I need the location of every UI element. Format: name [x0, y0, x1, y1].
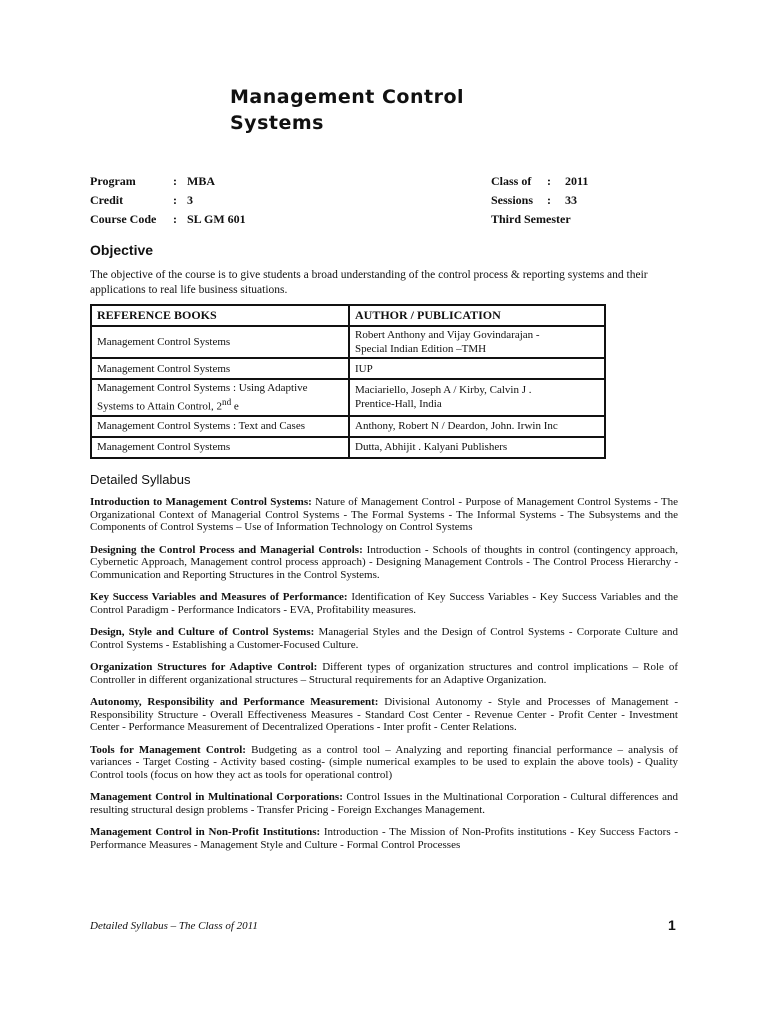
edition-superscript: nd	[221, 397, 232, 407]
syllabus-section	[90, 744, 678, 782]
section-body: Divisional Autonomy - Style and Processes of Management - Responsibility Structure - Overall Effectiveness Measures - Standard Cost Center - Revenue Center - Profit Center - Investment Center - Performance Measurement of Decentralized Operations - Inter profit - Center Relations.	[90, 696, 678, 733]
section-body: Introduction - Schools of thoughts in control (contingency approach, Cybernetic Approach, Management control process approach) - Designing Management Controls - The Control Process Hierarchy - Communication and Reporting Structures in the Control Systems.	[90, 543, 678, 581]
syllabus-section	[90, 696, 678, 734]
meta-row-program	[90, 172, 246, 191]
table-row	[91, 358, 605, 379]
section-title: Management Control in Non-Profit Institutions:	[90, 826, 321, 838]
syllabus-section	[90, 591, 678, 616]
author-cell: Dutta, Abhijit . Kalyani Publishers	[349, 437, 605, 458]
page-title	[230, 84, 464, 136]
book-line-end: e	[231, 400, 239, 413]
section-title: Management Control in Multinational Corporations:	[90, 791, 343, 803]
table-row	[91, 326, 605, 358]
section-title: Key Success Variables and Measures of Performance:	[90, 591, 348, 603]
author-line: Prentice-Hall, India	[355, 398, 442, 411]
syllabus-section	[90, 626, 678, 651]
meta-row-semester	[491, 210, 691, 229]
colon: :	[547, 174, 551, 188]
author-line: Maciariello, Joseph A / Kirby, Calvin J .	[355, 384, 532, 397]
syllabus-section	[90, 544, 678, 582]
footer-text: Detailed Syllabus – The Class of 2011	[90, 920, 258, 932]
section-title: Introduction to Management Control Systems:	[90, 496, 312, 508]
section-title: Designing the Control Process and Managerial Controls:	[90, 543, 363, 556]
objective-heading: Objective	[90, 242, 154, 258]
syllabus-heading: Detailed Syllabus	[90, 472, 191, 487]
section-title: Tools for Management Control:	[90, 743, 246, 756]
title-line-1: Management Control	[230, 86, 465, 108]
credit-value: 3	[187, 193, 193, 207]
author-line: Special Indian Edition –TMH	[355, 343, 487, 355]
meta-row-credit	[90, 191, 246, 210]
section-title: Organization Structures for Adaptive Control:	[90, 661, 318, 673]
class-value: 2011	[565, 174, 589, 188]
book-cell: Management Control Systems	[91, 326, 349, 358]
header-reference-books: REFERENCE BOOKS	[91, 305, 349, 326]
section-body: Control Issues in the Multinational Corporation - Cultural differences and resulting structural design problems - Transfer Pricing - Foreign Exchanges Management.	[90, 791, 678, 816]
book-cell: Management Control Systems	[91, 437, 349, 458]
credit-label: Credit	[90, 193, 124, 207]
reference-books-table	[90, 304, 606, 459]
author-line: Robert Anthony and Vijay Govindarajan -	[355, 329, 540, 341]
book-cell	[91, 379, 349, 416]
section-body: Nature of Management Control - Purpose of Management Control Systems - The Organizational Context of Managerial Control Systems - The Formal Systems - The Informal Systems - The Subsystems and the Components of Control Systems – Use of Information Technology on Control Systems	[90, 496, 679, 533]
sessions-label: Sessions	[491, 193, 534, 207]
syllabus-section	[90, 791, 678, 816]
class-label: Class of	[491, 174, 532, 188]
book-cell: Management Control Systems : Text and Cases	[91, 416, 349, 437]
syllabus-section	[90, 496, 678, 534]
section-body: Managerial Styles and the Design of Control Systems - Corporate Culture and Control Systems - Establishing a Customer-Focused Culture.	[90, 626, 678, 651]
syllabus-section	[90, 826, 678, 851]
page-number: 1	[668, 917, 676, 933]
colon: :	[173, 212, 177, 226]
author-cell: IUP	[349, 358, 605, 379]
course-code-value: SL GM 601	[187, 212, 246, 226]
meta-row-course-code	[90, 210, 246, 229]
course-meta-right	[491, 172, 691, 229]
section-title: Autonomy, Responsibility and Performance Measurement:	[90, 696, 379, 708]
table-row	[91, 437, 605, 458]
colon: :	[173, 174, 177, 188]
syllabus-body	[90, 496, 678, 861]
meta-row-class	[491, 172, 691, 191]
book-line-text: Systems to Attain Control, 2	[97, 400, 222, 413]
table-row	[91, 379, 605, 416]
book-line: Management Control Systems : Using Adaptive	[97, 382, 308, 394]
author-cell	[349, 326, 605, 358]
section-body: Introduction - The Mission of Non-Profits institutions - Key Success Factors - Performance Measures - Management Style and Culture - Formal Control Processes	[90, 826, 678, 851]
colon: :	[173, 193, 177, 207]
program-value: MBA	[187, 174, 215, 188]
title-line-2: Systems	[230, 112, 324, 134]
book-line	[97, 395, 343, 414]
header-author-publication: AUTHOR / PUBLICATION	[349, 305, 605, 326]
section-body: Identification of Key Success Variables - Key Success Variables and the Control Paradigm - Performance Indicators - EVA, Profitability measures.	[90, 591, 678, 616]
sessions-value: 33	[565, 193, 577, 207]
syllabus-section	[90, 661, 678, 686]
course-code-label: Course Code	[90, 212, 157, 226]
program-label: Program	[90, 174, 136, 188]
book-cell: Management Control Systems	[91, 358, 349, 379]
colon: :	[547, 193, 551, 207]
section-body: Different types of organization structures and control implications – Role of Controller in different organizational structures – Structural requirements for an Adaptive Organization.	[90, 661, 678, 686]
author-cell	[349, 379, 605, 416]
section-body: Budgeting as a control tool – Analyzing and reporting financial performance – analysis of variances - Target Costing - Activity based costing- (simple numerical examples to be used to explain the above tools) - Quality Control tools (focus on how they act as tools for operational control)	[90, 743, 678, 781]
meta-row-sessions	[491, 191, 691, 210]
objective-text: The objective of the course is to give students a broad understanding of the control process & reporting systems and their applications to real life business situations.	[90, 269, 648, 296]
author-cell: Anthony, Robert N / Deardon, John. Irwin Inc	[349, 416, 605, 437]
course-meta-left	[90, 172, 246, 229]
table-row	[91, 416, 605, 437]
semester-label: Third Semester	[491, 212, 571, 226]
section-title: Design, Style and Culture of Control Systems:	[90, 626, 315, 638]
table-header-row	[91, 305, 605, 326]
